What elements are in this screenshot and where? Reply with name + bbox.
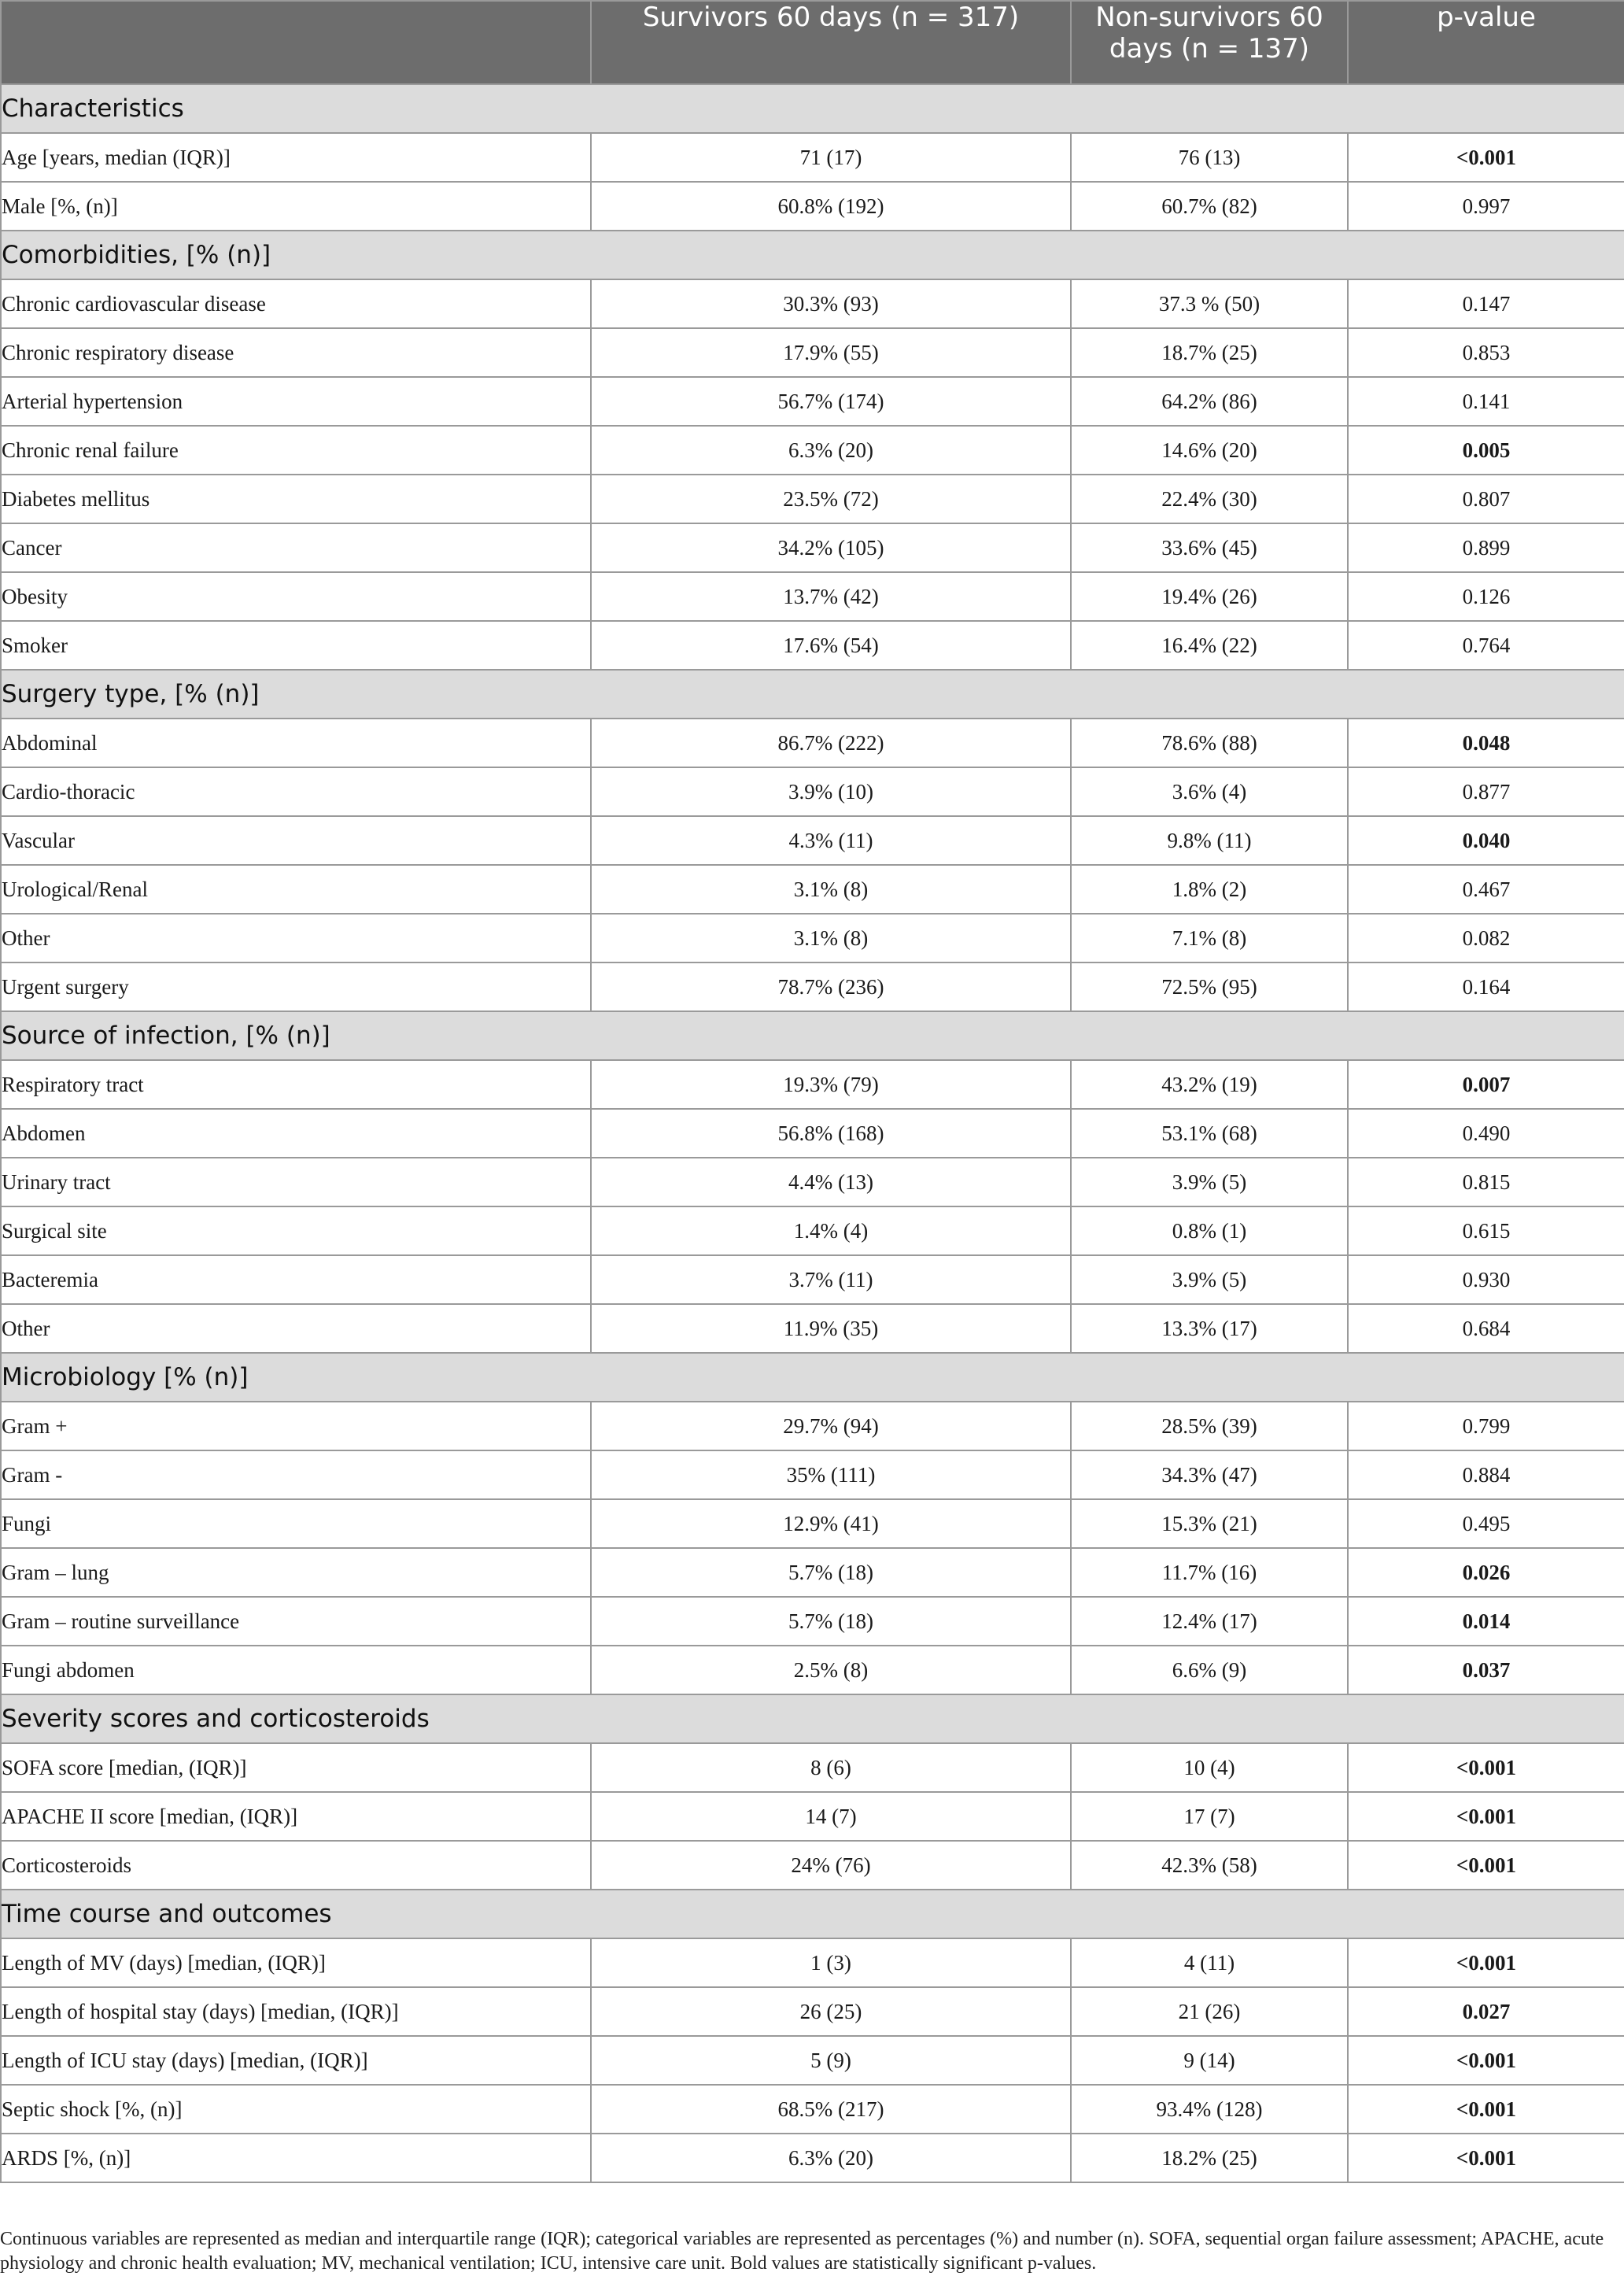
table-row bbox=[1, 1646, 1624, 1694]
table-row bbox=[1, 1060, 1624, 1109]
survivors-value: 11.9% (35) bbox=[591, 1304, 1071, 1353]
survivors-value: 23.5% (72) bbox=[591, 475, 1071, 523]
table-row bbox=[1, 2036, 1624, 2085]
row-label: Urgent surgery bbox=[1, 962, 591, 1011]
survivors-value: 3.1% (8) bbox=[591, 865, 1071, 914]
row-label: Gram – lung bbox=[1, 1548, 591, 1597]
section-title: Severity scores and corticosteroids bbox=[1, 1694, 1624, 1743]
p-value: 0.467 bbox=[1348, 865, 1624, 914]
row-label: Fungi bbox=[1, 1499, 591, 1548]
non-survivors-value: 43.2% (19) bbox=[1071, 1060, 1348, 1109]
non-survivors-value: 28.5% (39) bbox=[1071, 1402, 1348, 1450]
table-row bbox=[1, 767, 1624, 816]
row-label: Gram + bbox=[1, 1402, 591, 1450]
non-survivors-value: 6.6% (9) bbox=[1071, 1646, 1348, 1694]
table-footnote: Continuous variables are represented as median and interquartile range (IQR); categorical variables are represented as percentages (%) and number (n). SOFA, sequential organ failure assessment; APACHE, acute physiology and chronic health evaluation; MV, mechanical ventilation; ICU, intensive care unit. Bold values are statistically significant p-values. bbox=[0, 2229, 1604, 2274]
p-value: <0.001 bbox=[1348, 2085, 1624, 2134]
table-row bbox=[1, 865, 1624, 914]
non-survivors-value: 42.3% (58) bbox=[1071, 1841, 1348, 1890]
survivors-value: 12.9% (41) bbox=[591, 1499, 1071, 1548]
p-value: <0.001 bbox=[1348, 2036, 1624, 2085]
p-value: 0.815 bbox=[1348, 1158, 1624, 1206]
p-value: 0.615 bbox=[1348, 1206, 1624, 1255]
table-row bbox=[1, 1938, 1624, 1987]
table-row bbox=[1, 621, 1624, 670]
non-survivors-value: 11.7% (16) bbox=[1071, 1548, 1348, 1597]
p-value: 0.026 bbox=[1348, 1548, 1624, 1597]
row-label: Smoker bbox=[1, 621, 591, 670]
row-label: Urological/Renal bbox=[1, 865, 591, 914]
non-survivors-value: 18.2% (25) bbox=[1071, 2134, 1348, 2182]
p-value: 0.037 bbox=[1348, 1646, 1624, 1694]
non-survivors-value: 1.8% (2) bbox=[1071, 865, 1348, 914]
non-survivors-value: 4 (11) bbox=[1071, 1938, 1348, 1987]
non-survivors-value: 3.9% (5) bbox=[1071, 1158, 1348, 1206]
survivors-value: 6.3% (20) bbox=[591, 426, 1071, 475]
non-survivors-value: 13.3% (17) bbox=[1071, 1304, 1348, 1353]
non-survivors-value: 22.4% (30) bbox=[1071, 475, 1348, 523]
table-row bbox=[1, 377, 1624, 426]
non-survivors-value: 15.3% (21) bbox=[1071, 1499, 1348, 1548]
p-value: <0.001 bbox=[1348, 1938, 1624, 1987]
row-label: Urinary tract bbox=[1, 1158, 591, 1206]
p-value: 0.853 bbox=[1348, 328, 1624, 377]
row-label: Length of hospital stay (days) [median, (IQR)] bbox=[1, 1987, 591, 2036]
p-value: 0.082 bbox=[1348, 914, 1624, 962]
survivors-value: 17.6% (54) bbox=[591, 621, 1071, 670]
table-row bbox=[1, 914, 1624, 962]
row-label: Fungi abdomen bbox=[1, 1646, 591, 1694]
survivors-value: 3.7% (11) bbox=[591, 1255, 1071, 1304]
survivors-value: 30.3% (93) bbox=[591, 279, 1071, 328]
row-label: Abdominal bbox=[1, 719, 591, 767]
non-survivors-value: 19.4% (26) bbox=[1071, 572, 1348, 621]
p-value: 0.930 bbox=[1348, 1255, 1624, 1304]
survivors-value: 13.7% (42) bbox=[591, 572, 1071, 621]
survivors-value: 86.7% (222) bbox=[591, 719, 1071, 767]
section-title: Surgery type, [% (n)] bbox=[1, 670, 1624, 719]
p-value: <0.001 bbox=[1348, 1792, 1624, 1841]
table-row bbox=[1, 1255, 1624, 1304]
p-value: 0.799 bbox=[1348, 1402, 1624, 1450]
table-row bbox=[1, 523, 1624, 572]
header-survivors: Survivors 60 days (n = 317) bbox=[591, 1, 1071, 84]
row-label: APACHE II score [median, (IQR)] bbox=[1, 1792, 591, 1841]
section-title: Characteristics bbox=[1, 84, 1624, 133]
non-survivors-value: 64.2% (86) bbox=[1071, 377, 1348, 426]
table-row bbox=[1, 1206, 1624, 1255]
p-value: 0.014 bbox=[1348, 1597, 1624, 1646]
non-survivors-value: 34.3% (47) bbox=[1071, 1450, 1348, 1499]
row-label: Arterial hypertension bbox=[1, 377, 591, 426]
table-header-row bbox=[1, 1, 1624, 84]
non-survivors-value: 9 (14) bbox=[1071, 2036, 1348, 2085]
survivors-value: 60.8% (192) bbox=[591, 182, 1071, 231]
table-row bbox=[1, 475, 1624, 523]
row-label: ARDS [%, (n)] bbox=[1, 2134, 591, 2182]
survivors-value: 29.7% (94) bbox=[591, 1402, 1071, 1450]
table-row bbox=[1, 133, 1624, 182]
p-value: 0.040 bbox=[1348, 816, 1624, 865]
survivors-value: 8 (6) bbox=[591, 1743, 1071, 1792]
p-value: 0.877 bbox=[1348, 767, 1624, 816]
section-header-row bbox=[1, 84, 1624, 133]
survivors-value: 3.1% (8) bbox=[591, 914, 1071, 962]
table-row bbox=[1, 1743, 1624, 1792]
p-value: 0.147 bbox=[1348, 279, 1624, 328]
non-survivors-value: 72.5% (95) bbox=[1071, 962, 1348, 1011]
row-label: Septic shock [%, (n)] bbox=[1, 2085, 591, 2134]
p-value: 0.141 bbox=[1348, 377, 1624, 426]
survivors-value: 24% (76) bbox=[591, 1841, 1071, 1890]
row-label: Bacteremia bbox=[1, 1255, 591, 1304]
survivors-value: 19.3% (79) bbox=[591, 1060, 1071, 1109]
non-survivors-value: 76 (13) bbox=[1071, 133, 1348, 182]
non-survivors-value: 18.7% (25) bbox=[1071, 328, 1348, 377]
table-row bbox=[1, 1158, 1624, 1206]
row-label: Length of ICU stay (days) [median, (IQR)] bbox=[1, 2036, 591, 2085]
survivors-value: 4.3% (11) bbox=[591, 816, 1071, 865]
survivors-value: 78.7% (236) bbox=[591, 962, 1071, 1011]
row-label: Surgical site bbox=[1, 1206, 591, 1255]
non-survivors-value: 93.4% (128) bbox=[1071, 2085, 1348, 2134]
row-label: Cancer bbox=[1, 523, 591, 572]
row-label: Age [years, median (IQR)] bbox=[1, 133, 591, 182]
survivors-value: 4.4% (13) bbox=[591, 1158, 1071, 1206]
p-value: 0.764 bbox=[1348, 621, 1624, 670]
non-survivors-value: 7.1% (8) bbox=[1071, 914, 1348, 962]
row-label: Other bbox=[1, 1304, 591, 1353]
section-header-row bbox=[1, 1694, 1624, 1743]
row-label: Obesity bbox=[1, 572, 591, 621]
non-survivors-value: 53.1% (68) bbox=[1071, 1109, 1348, 1158]
table-row bbox=[1, 2134, 1624, 2182]
header-non-survivors: Non-survivors 60 days (n = 137) bbox=[1071, 1, 1348, 84]
table-row bbox=[1, 1304, 1624, 1353]
row-label: Diabetes mellitus bbox=[1, 475, 591, 523]
non-survivors-value: 0.8% (1) bbox=[1071, 1206, 1348, 1255]
row-label: Cardio-thoracic bbox=[1, 767, 591, 816]
survivors-value: 17.9% (55) bbox=[591, 328, 1071, 377]
table-row bbox=[1, 1841, 1624, 1890]
table-row bbox=[1, 719, 1624, 767]
table-row bbox=[1, 1109, 1624, 1158]
row-label: Abdomen bbox=[1, 1109, 591, 1158]
p-value: <0.001 bbox=[1348, 133, 1624, 182]
survivors-value: 68.5% (217) bbox=[591, 2085, 1071, 2134]
section-header-row bbox=[1, 1011, 1624, 1060]
survivors-value: 2.5% (8) bbox=[591, 1646, 1071, 1694]
non-survivors-value: 33.6% (45) bbox=[1071, 523, 1348, 572]
table-row bbox=[1, 1548, 1624, 1597]
non-survivors-value: 3.6% (4) bbox=[1071, 767, 1348, 816]
survivors-value: 14 (7) bbox=[591, 1792, 1071, 1841]
survivors-value: 5.7% (18) bbox=[591, 1548, 1071, 1597]
header-variable bbox=[1, 1, 591, 84]
non-survivors-value: 12.4% (17) bbox=[1071, 1597, 1348, 1646]
survivors-value: 5 (9) bbox=[591, 2036, 1071, 2085]
row-label: Chronic renal failure bbox=[1, 426, 591, 475]
survivors-value: 1 (3) bbox=[591, 1938, 1071, 1987]
section-title: Source of infection, [% (n)] bbox=[1, 1011, 1624, 1060]
non-survivors-value: 37.3 % (50) bbox=[1071, 279, 1348, 328]
p-value: 0.126 bbox=[1348, 572, 1624, 621]
table-row bbox=[1, 1450, 1624, 1499]
row-label: Corticosteroids bbox=[1, 1841, 591, 1890]
survivors-value: 26 (25) bbox=[591, 1987, 1071, 2036]
row-label: Chronic respiratory disease bbox=[1, 328, 591, 377]
p-value: 0.048 bbox=[1348, 719, 1624, 767]
table-row bbox=[1, 816, 1624, 865]
table-row bbox=[1, 426, 1624, 475]
section-header-row bbox=[1, 670, 1624, 719]
table-row bbox=[1, 1499, 1624, 1548]
survivors-value: 3.9% (10) bbox=[591, 767, 1071, 816]
p-value: 0.884 bbox=[1348, 1450, 1624, 1499]
table-row bbox=[1, 1597, 1624, 1646]
row-label: Gram - bbox=[1, 1450, 591, 1499]
row-label: Respiratory tract bbox=[1, 1060, 591, 1109]
table-row bbox=[1, 279, 1624, 328]
table-row bbox=[1, 962, 1624, 1011]
non-survivors-value: 16.4% (22) bbox=[1071, 621, 1348, 670]
section-title: Microbiology [% (n)] bbox=[1, 1353, 1624, 1402]
p-value: 0.997 bbox=[1348, 182, 1624, 231]
table-row bbox=[1, 328, 1624, 377]
p-value: 0.164 bbox=[1348, 962, 1624, 1011]
table-row bbox=[1, 182, 1624, 231]
section-header-row bbox=[1, 1890, 1624, 1938]
section-header-row bbox=[1, 231, 1624, 279]
survivors-value: 71 (17) bbox=[591, 133, 1071, 182]
survivors-value: 35% (111) bbox=[591, 1450, 1071, 1499]
p-value: 0.005 bbox=[1348, 426, 1624, 475]
row-label: Other bbox=[1, 914, 591, 962]
p-value: 0.899 bbox=[1348, 523, 1624, 572]
p-value: <0.001 bbox=[1348, 1841, 1624, 1890]
p-value: 0.007 bbox=[1348, 1060, 1624, 1109]
section-header-row bbox=[1, 1353, 1624, 1402]
p-value: <0.001 bbox=[1348, 1743, 1624, 1792]
non-survivors-value: 3.9% (5) bbox=[1071, 1255, 1348, 1304]
table-row bbox=[1, 1402, 1624, 1450]
table-row bbox=[1, 2085, 1624, 2134]
section-title: Time course and outcomes bbox=[1, 1890, 1624, 1938]
non-survivors-value: 10 (4) bbox=[1071, 1743, 1348, 1792]
table-row bbox=[1, 1987, 1624, 2036]
survivors-value: 6.3% (20) bbox=[591, 2134, 1071, 2182]
non-survivors-value: 14.6% (20) bbox=[1071, 426, 1348, 475]
survivors-value: 56.8% (168) bbox=[591, 1109, 1071, 1158]
table-row bbox=[1, 1792, 1624, 1841]
non-survivors-value: 17 (7) bbox=[1071, 1792, 1348, 1841]
survivors-value: 34.2% (105) bbox=[591, 523, 1071, 572]
survivors-value: 56.7% (174) bbox=[591, 377, 1071, 426]
p-value: 0.027 bbox=[1348, 1987, 1624, 2036]
survivors-value: 5.7% (18) bbox=[591, 1597, 1071, 1646]
section-title: Comorbidities, [% (n)] bbox=[1, 231, 1624, 279]
non-survivors-value: 60.7% (82) bbox=[1071, 182, 1348, 231]
row-label: Male [%, (n)] bbox=[1, 182, 591, 231]
survivors-value: 1.4% (4) bbox=[591, 1206, 1071, 1255]
p-value: 0.807 bbox=[1348, 475, 1624, 523]
non-survivors-value: 78.6% (88) bbox=[1071, 719, 1348, 767]
p-value: 0.684 bbox=[1348, 1304, 1624, 1353]
non-survivors-value: 21 (26) bbox=[1071, 1987, 1348, 2036]
p-value: <0.001 bbox=[1348, 2134, 1624, 2182]
row-label: Chronic cardiovascular disease bbox=[1, 279, 591, 328]
row-label: SOFA score [median, (IQR)] bbox=[1, 1743, 591, 1792]
row-label: Vascular bbox=[1, 816, 591, 865]
p-value: 0.495 bbox=[1348, 1499, 1624, 1548]
p-value: 0.490 bbox=[1348, 1109, 1624, 1158]
row-label: Gram – routine surveillance bbox=[1, 1597, 591, 1646]
non-survivors-value: 9.8% (11) bbox=[1071, 816, 1348, 865]
table-body bbox=[1, 84, 1624, 2182]
table-row bbox=[1, 572, 1624, 621]
row-label: Length of MV (days) [median, (IQR)] bbox=[1, 1938, 591, 1987]
header-p-value: p-value bbox=[1348, 1, 1624, 84]
